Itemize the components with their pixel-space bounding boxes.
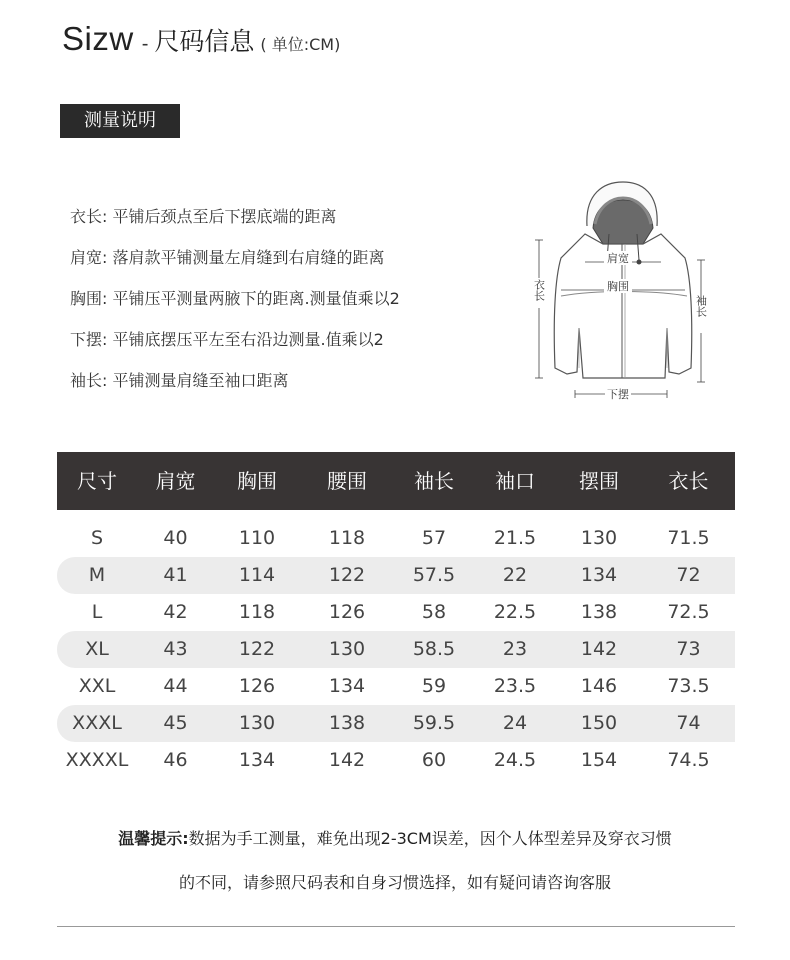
header-cuff: 袖口: [495, 469, 535, 493]
table-cell: 40: [163, 527, 188, 549]
table-cell: 60: [421, 749, 447, 771]
table-cell: 71.5: [667, 527, 710, 549]
tip-line-2: 的不同，请参照尺码表和自身习惯选择，如有疑问请咨询客服: [178, 873, 611, 892]
tip-label: 温馨提示:: [118, 829, 189, 848]
table-cell: 74: [676, 712, 701, 734]
header-shoulder: 肩宽: [155, 469, 196, 493]
table-cell: 122: [328, 564, 366, 586]
table-cell: 154: [580, 749, 618, 771]
table-cell: 146: [580, 675, 618, 697]
table-cell: XL: [85, 638, 109, 660]
length-label: 衣长: [532, 279, 546, 301]
measure-tag: 测量说明: [60, 104, 180, 138]
table-cell: 58: [421, 601, 447, 623]
table-cell: 23: [502, 638, 528, 660]
table-cell: S: [90, 527, 104, 549]
table-header: [57, 452, 735, 510]
measure-line-shoulder: 肩宽: 落肩款平铺测量左肩缝到右肩缝的距离: [70, 248, 385, 267]
table-cell: 57: [421, 527, 447, 549]
table-cell: 130: [328, 638, 366, 660]
table-cell: 59.5: [412, 712, 456, 734]
tip-line-1: [0, 826, 790, 849]
table-cell: 142: [328, 749, 366, 771]
table-row: [57, 594, 735, 631]
table-cell: 118: [238, 601, 276, 623]
shoulder-label: 肩宽: [607, 252, 629, 265]
table-cell: XXL: [78, 675, 116, 697]
header-waist: 腰围: [327, 469, 367, 493]
table-cell: 150: [580, 712, 618, 734]
table-cell: 46: [163, 749, 188, 771]
title-separator: -: [141, 33, 149, 55]
table-row: [57, 520, 735, 557]
table-cell: 118: [328, 527, 366, 549]
header-hem: 摆围: [579, 469, 619, 493]
table-cell: 110: [238, 527, 276, 549]
table-cell: 138: [580, 601, 618, 623]
table-cell: 134: [238, 749, 276, 771]
table-cell: 130: [580, 527, 618, 549]
table-cell: 42: [163, 601, 188, 623]
table-cell: 44: [163, 675, 188, 697]
measure-description: [70, 206, 490, 411]
measure-line-chest: 胸围: 平铺压平测量两腋下的距离.测量值乘以2: [70, 289, 400, 308]
header-chest: 胸围: [237, 469, 277, 493]
table-cell: 22: [502, 564, 528, 586]
table-cell: 126: [328, 601, 366, 623]
table-cell: 22.5: [493, 601, 537, 623]
table-cell: 138: [328, 712, 366, 734]
header-sleeve: 袖长: [414, 469, 454, 493]
table-cell: 122: [238, 638, 276, 660]
table-cell: 73: [676, 638, 701, 660]
table-cell: 45: [163, 712, 188, 734]
bottom-divider: [57, 926, 735, 927]
page-title: [62, 20, 340, 60]
table-row: [57, 631, 735, 668]
size-table: [57, 452, 735, 779]
unit-note: ( 单位:CM): [260, 35, 341, 54]
table-cell: 72: [676, 564, 701, 586]
table-cell: 41: [163, 564, 188, 586]
table-cell: 126: [238, 675, 276, 697]
table-cell: 21.5: [493, 527, 537, 549]
tip-text-1: 数据为手工测量，难免出现2-3CM误差，因个人体型差异及穿衣习惯: [188, 829, 672, 848]
table-row: [57, 742, 735, 779]
table-cell: 43: [163, 638, 188, 660]
table-row: [57, 705, 735, 742]
table-cell: 24.5: [493, 749, 537, 771]
table-cell: 130: [238, 712, 276, 734]
measure-line-sleeve: 袖长: 平铺测量肩缝至袖口距离: [70, 371, 289, 390]
table-cell: M: [88, 564, 106, 586]
sleeve-label: 袖长: [694, 295, 708, 317]
chest-label: 胸围: [607, 280, 629, 293]
hem-label: 下摆: [607, 388, 629, 401]
table-cell: 23.5: [493, 675, 537, 697]
table-cell: 58.5: [412, 638, 456, 660]
table-cell: 72.5: [667, 601, 710, 623]
table-cell: 142: [580, 638, 618, 660]
table-cell: 24: [502, 712, 528, 734]
table-row: [57, 668, 735, 705]
table-cell: XXXXL: [65, 749, 129, 771]
table-cell: L: [91, 601, 103, 623]
table-cell: 114: [238, 564, 276, 586]
table-cell: 59: [421, 675, 447, 697]
table-cell: 57.5: [412, 564, 456, 586]
table-cell: 74.5: [667, 749, 710, 771]
table-cell: 134: [580, 564, 618, 586]
jacket-diagram: [525, 178, 715, 408]
measure-line-length: 衣长: 平铺后颈点至后下摆底端的距离: [70, 207, 337, 226]
brand-name: Sizw: [62, 20, 134, 57]
table-cell: 134: [328, 675, 366, 697]
title-text: 尺码信息: [154, 27, 255, 56]
table-cell: 73.5: [667, 675, 710, 697]
header-size: 尺寸: [77, 469, 117, 493]
table-row: [57, 557, 735, 594]
header-length: 衣长: [668, 469, 709, 493]
measure-line-hem: 下摆: 平铺底摆压平左至右沿边测量.值乘以2: [70, 330, 384, 349]
table-cell: XXXL: [72, 712, 122, 734]
